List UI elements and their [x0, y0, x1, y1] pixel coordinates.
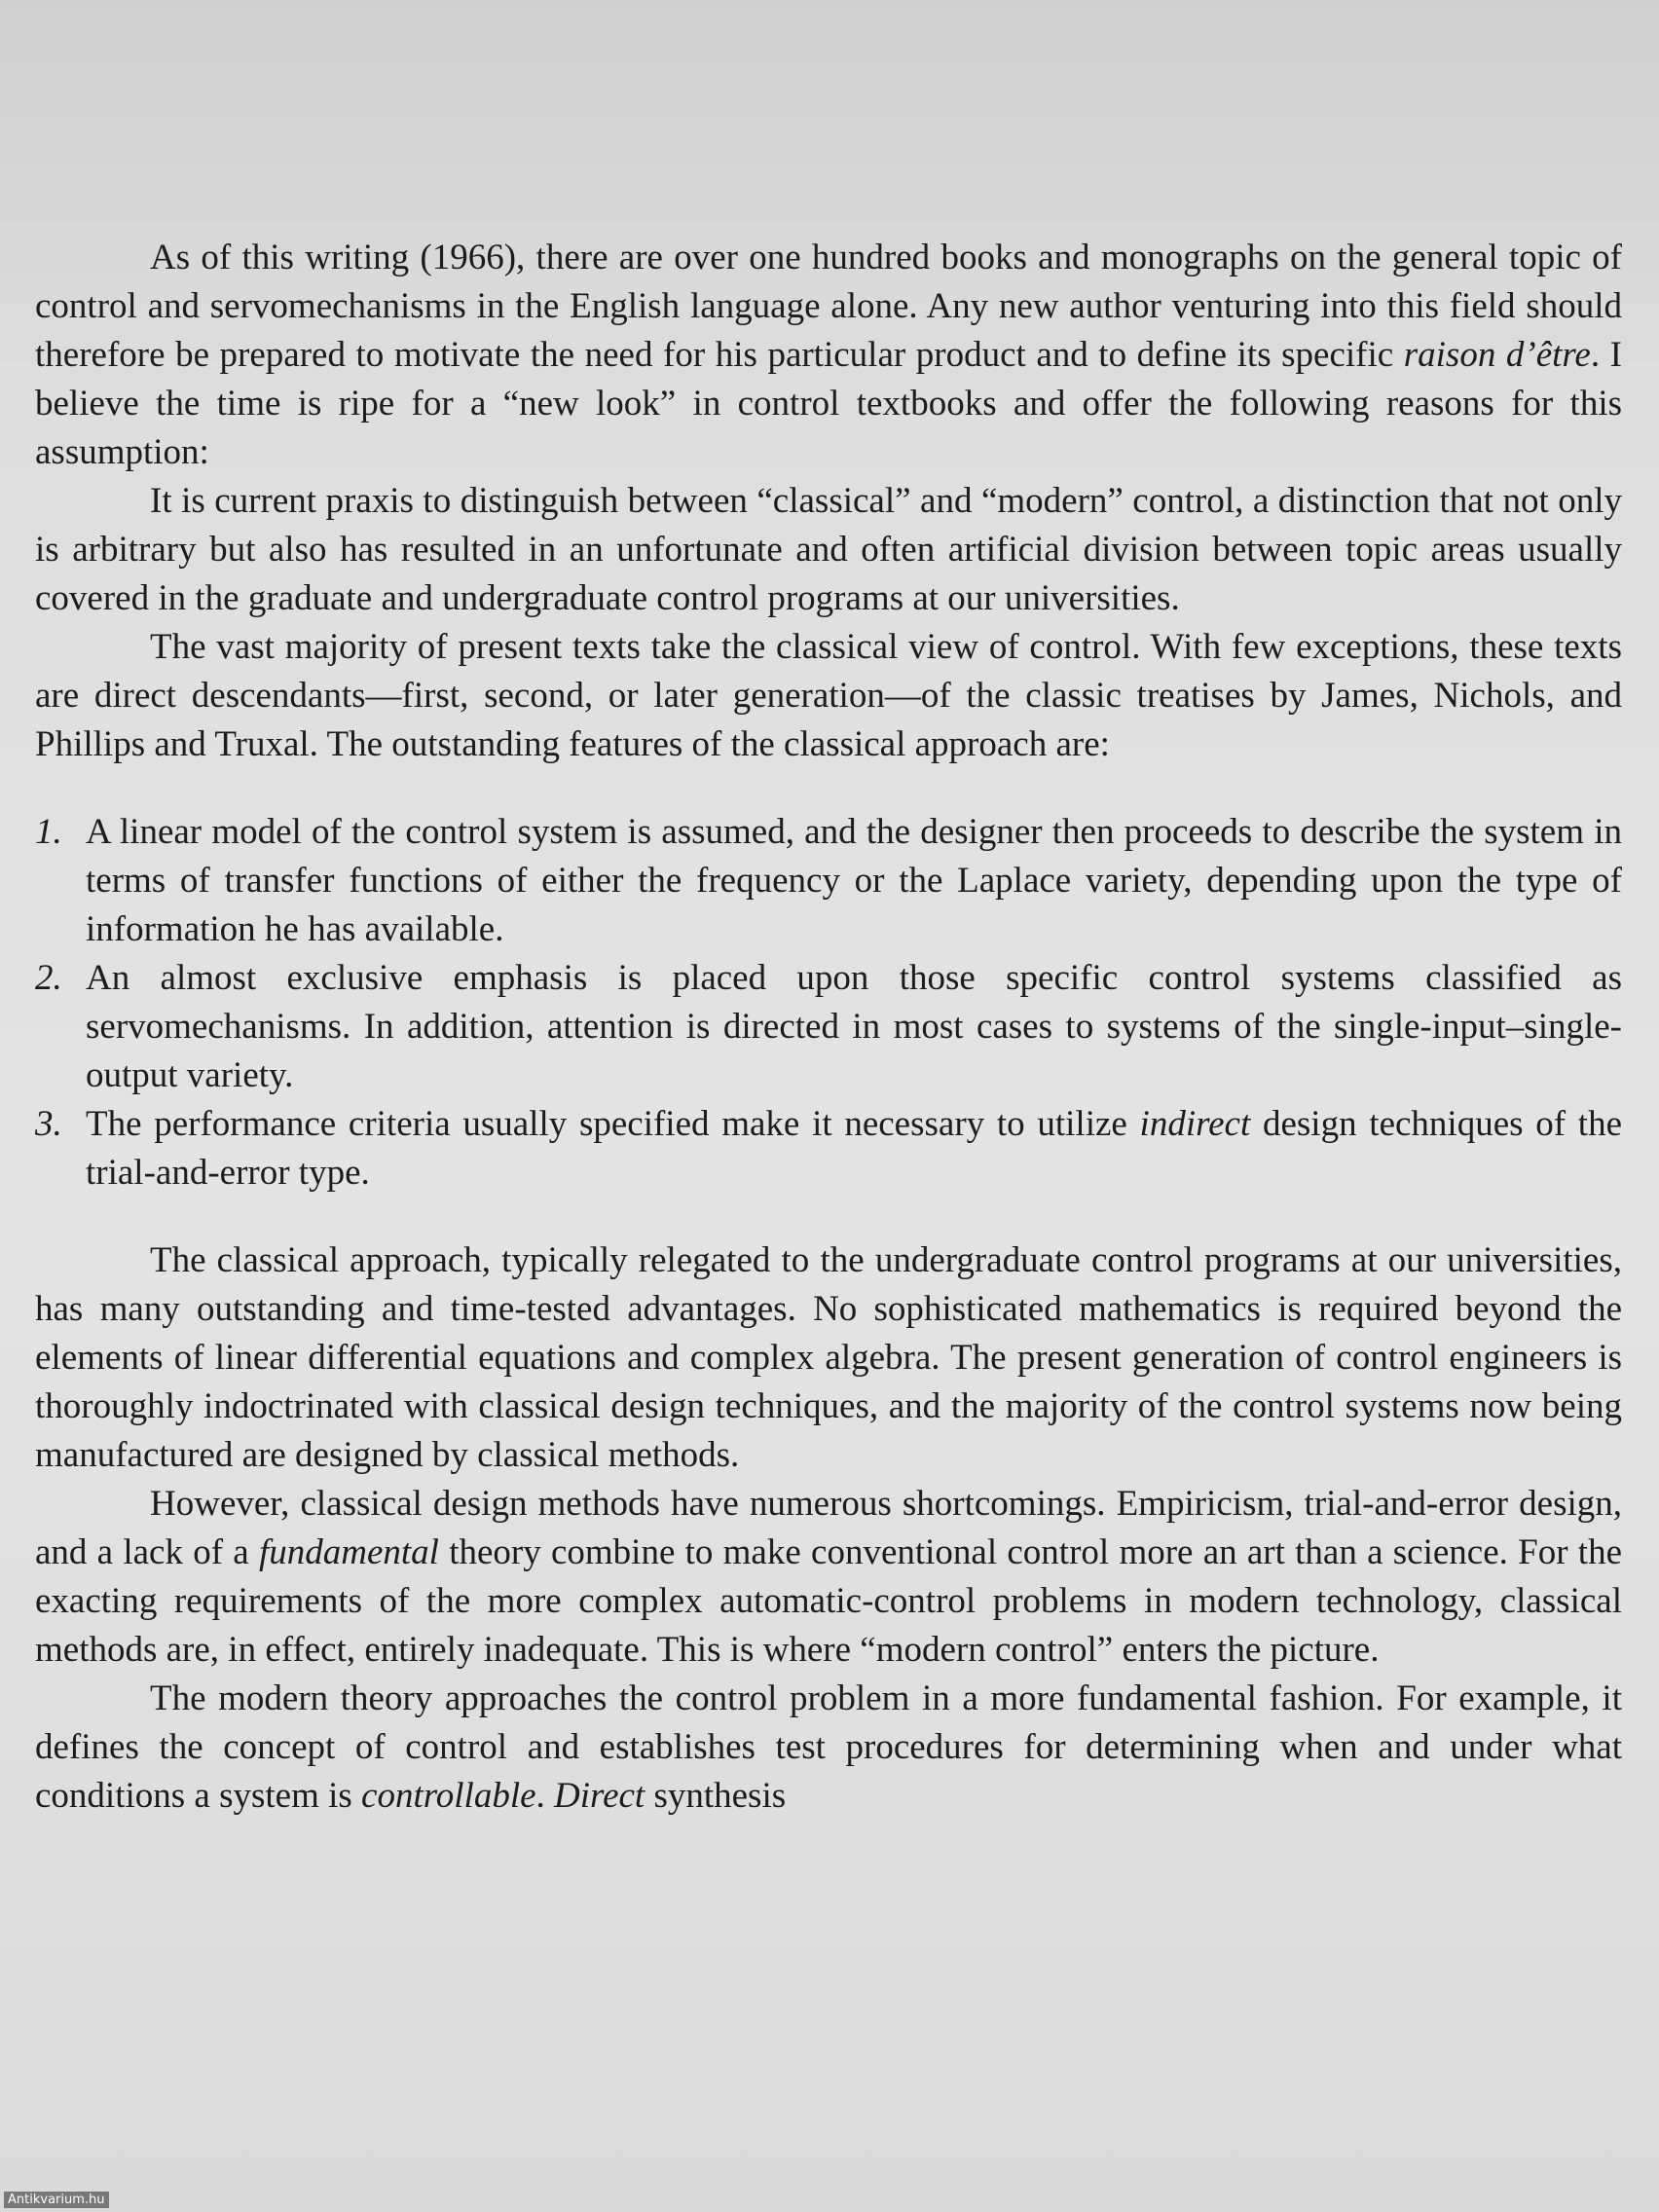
list-item-text-a: The performance criteria usually specified make it necessary to utilize: [86, 1104, 1140, 1144]
list-item-number: 3.: [35, 1104, 62, 1144]
list-item-text: A linear model of the control system is assumed, and the designer then proceeds to describe the system in terms of transfer functions of either the frequency or the Laplace variety, depending upon the type of information he has available.: [86, 812, 1622, 949]
paragraph-classical-advantages: The classical approach, typically relegated to the undergraduate control programs at our universities, has many outstanding and time-tested advantages. No sophisticated mathematics is required beyond the elements of linear differential equations and complex algebra. The present generation of control engineers is thoroughly indoctrinated with classical design techniques, and the majority of the control systems now being manufactured are designed by classical methods.: [35, 1240, 1622, 1475]
paragraph-intro-text-a: As of this writing (1966), there are over one hundred books and monographs on the general topic of control and servomechanisms in the English language alone. Any new author venturing into this field should therefore be prepared to motivate the need for his particular product and to define its specific: [35, 238, 1622, 375]
paragraph-shortcomings: [35, 1480, 1622, 1675]
list-item-text: [86, 1100, 1622, 1198]
indirect-italic: indirect: [1139, 1104, 1251, 1144]
classical-features-list: [35, 808, 1622, 1198]
list-item-text: An almost exclusive emphasis is placed upon those specific control systems classified as servomechanisms. In addition, attention is directed in most cases to systems of the single-input–single-output variety.: [86, 958, 1622, 1095]
controllable-italic: controllable: [361, 1776, 536, 1816]
paragraph-modern-text-mid: .: [535, 1776, 555, 1816]
list-item-number: 1.: [35, 812, 62, 852]
list-item-text-b: design techniques of the trial-and-error type.: [86, 1104, 1622, 1193]
spacer: [35, 769, 1622, 808]
paragraph-modern-text-b: synthesis: [645, 1776, 787, 1816]
paragraph-modern-text-a: The modern theory approaches the control problem in a more fundamental fashion. For example, it defines the concept of control and establishes test procedures for determining when and under what conditions a system is: [35, 1678, 1622, 1816]
list-item: [35, 808, 1622, 954]
fundamental-italic: fundamental: [258, 1532, 439, 1572]
paragraph-shortcomings-text-b: theory combine to make conventional control more an art than a science. For the exacting requirements of the more complex automatic-control problems in modern technology, classical methods are, in effect, entirely inadequate. This is where “modern control” enters the picture.: [35, 1532, 1622, 1670]
spacer: [35, 1198, 1622, 1236]
paragraph-intro-text-b: . I believe the time is ripe for a “new look” in control textbooks and offer the following reasons for this assumption:: [35, 335, 1622, 472]
raison-detre-italic: raison d’être: [1403, 335, 1591, 375]
bleed-through-text: [0, 0, 1659, 253]
paragraph-praxis: It is current praxis to distinguish between “classical” and “modern” control, a distinction that not only is arbitrary but also has resulted in an unfortunate and often artificial division between topic areas usually covered in the graduate and undergraduate control programs at our universities.: [35, 481, 1622, 618]
paragraph-modern-theory: [35, 1675, 1622, 1821]
body-text: [35, 234, 1622, 1821]
paragraph-classical-view: The vast majority of present texts take the classical view of control. With few exceptions, these texts are direct descendants—first, second, or later generation—of the classic treatises by James, Nichols, and Phillips and Truxal. The outstanding features of the classical approach are:: [35, 627, 1622, 764]
list-item: [35, 954, 1622, 1100]
paragraph-shortcomings-text-a: However, classical design methods have numerous shortcomings. Empiricism, trial-and-error design, and a lack of a: [35, 1484, 1622, 1572]
list-item: [35, 1100, 1622, 1198]
paragraph-intro: [35, 234, 1622, 477]
direct-italic: Direct: [554, 1776, 645, 1816]
list-item-number: 2.: [35, 958, 62, 998]
watermark: Antikvarium.hu: [4, 2192, 109, 2208]
